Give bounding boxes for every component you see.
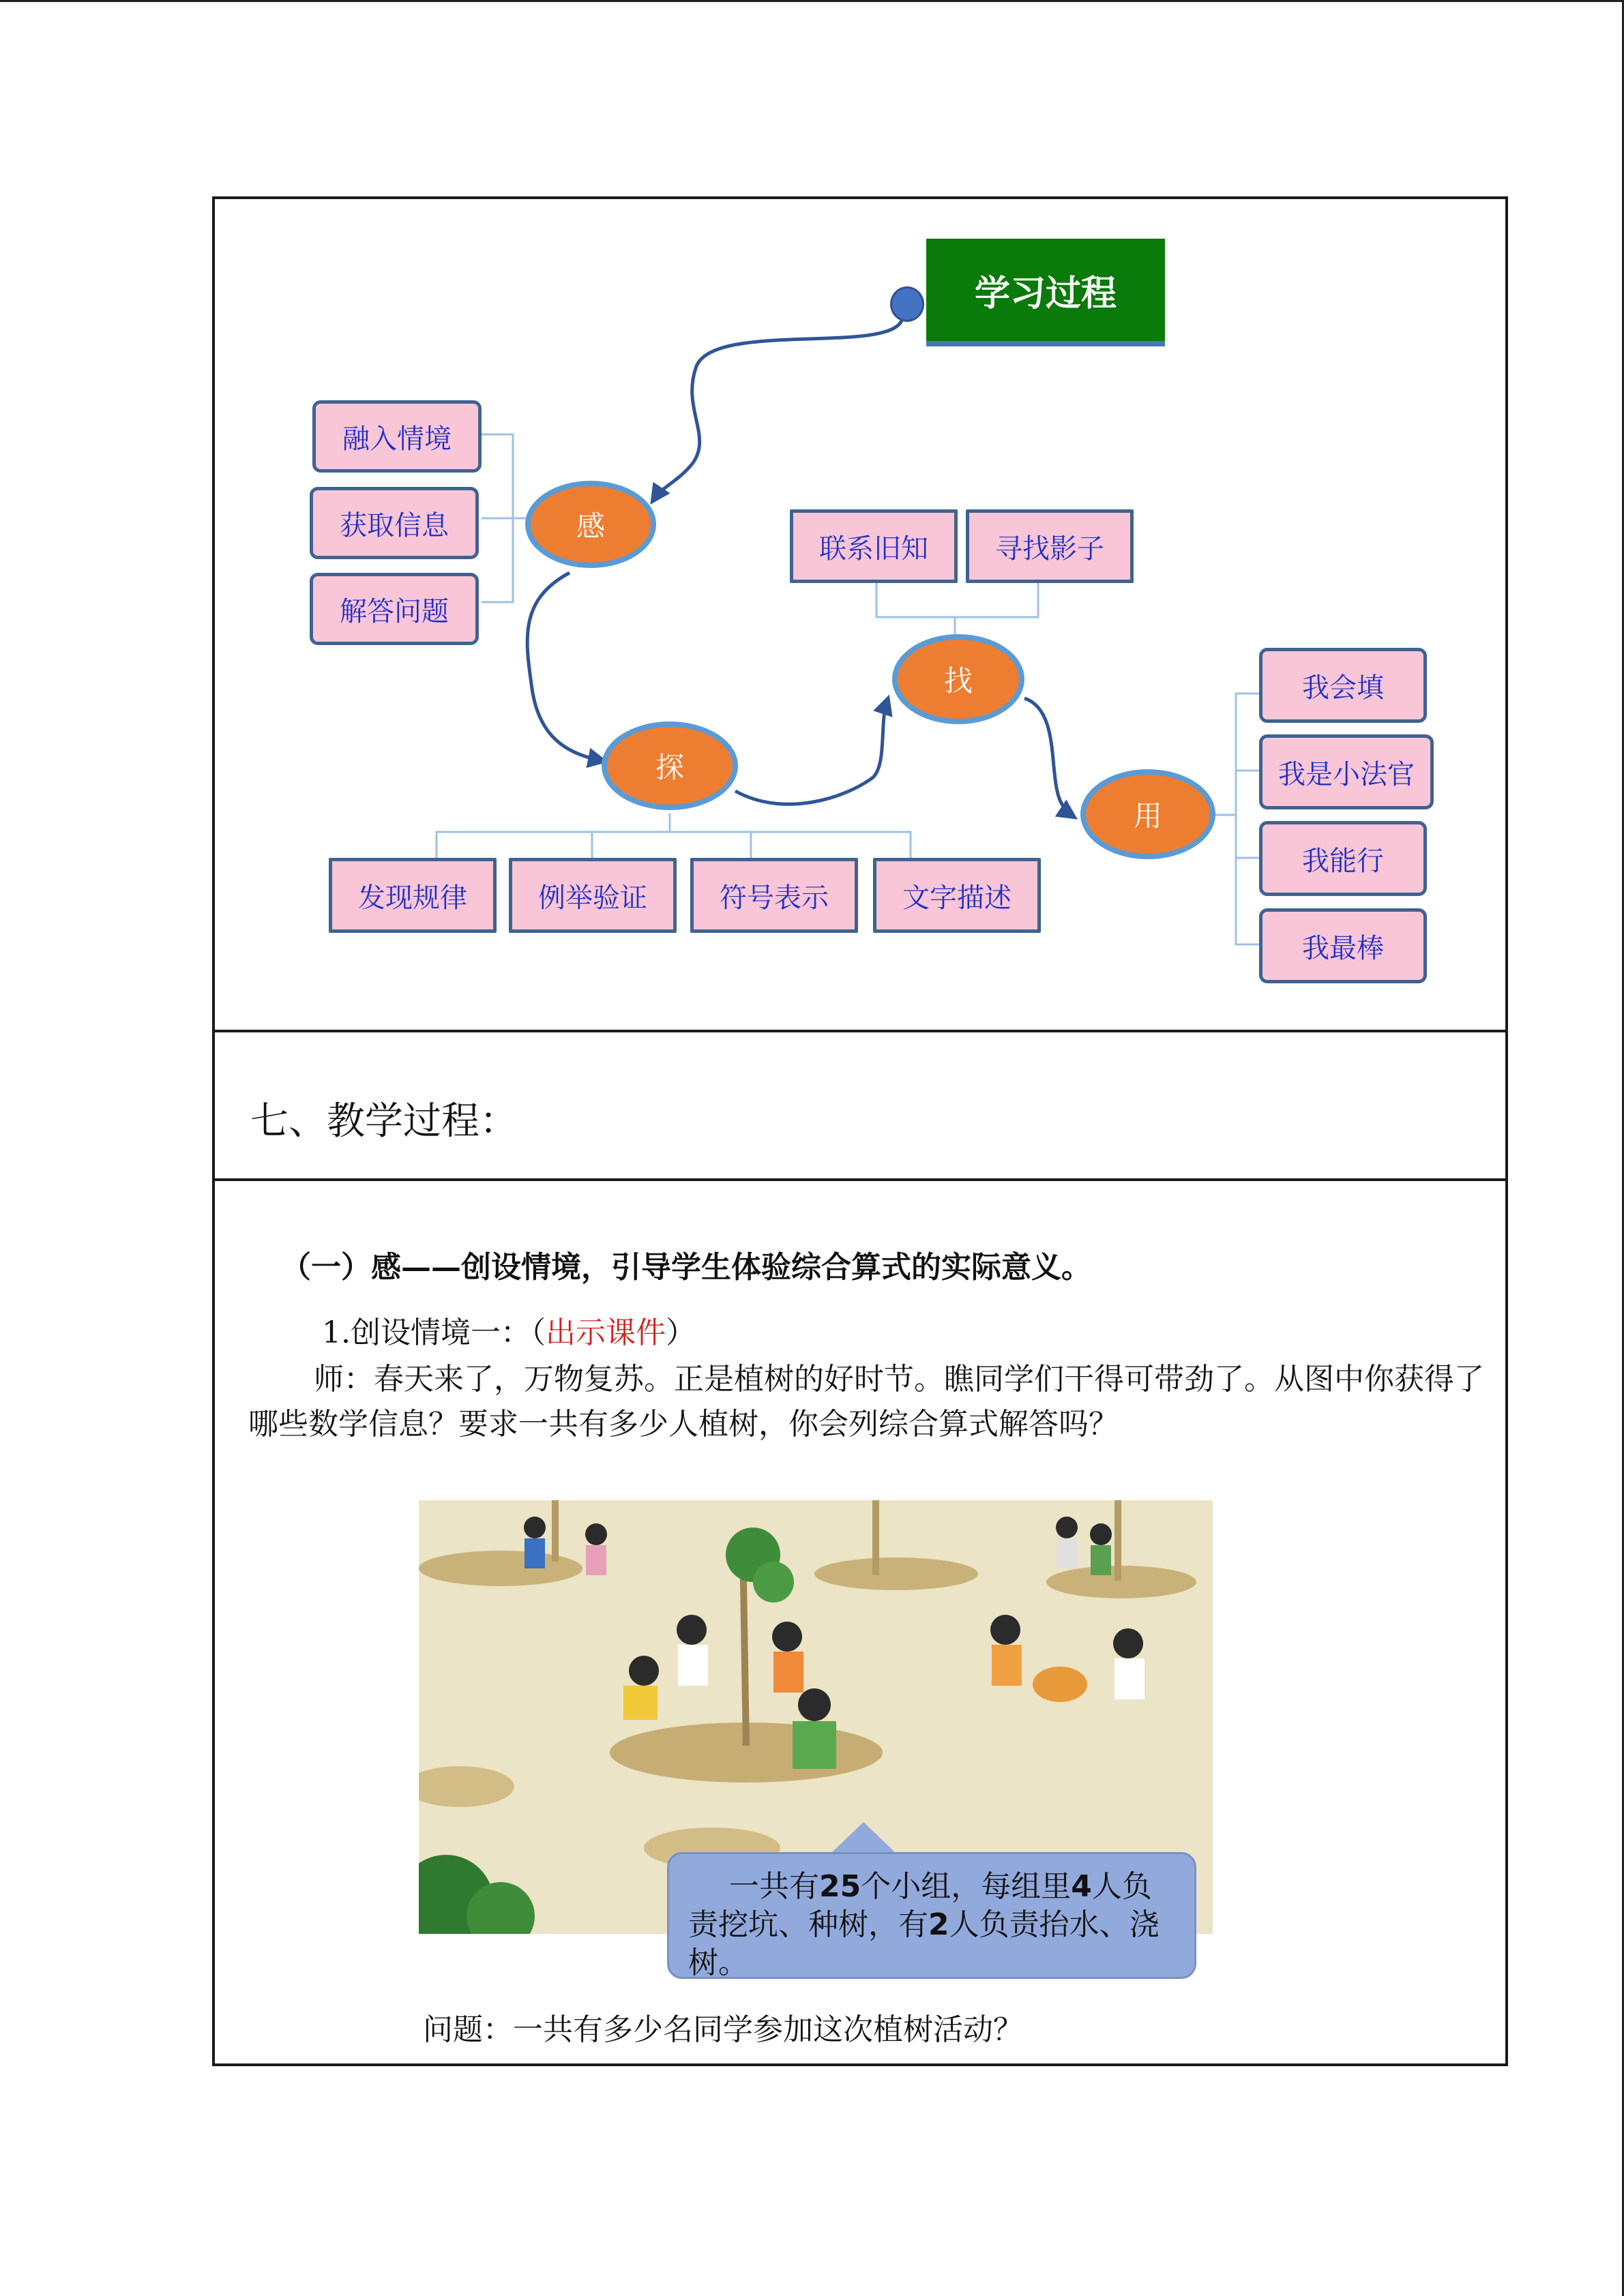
question-text: 问题：一共有多少名同学参加这次植树活动？ (423, 2012, 1023, 2047)
bubble-text-1: 一共有 (729, 1869, 819, 1904)
zhao-item: 寻找影子 (966, 509, 1134, 583)
part1-heading: （一）感——创设情境，引导学生体验综合算式的实际意义。 (281, 1250, 1091, 1285)
yong-item: 我是小法官 (1259, 734, 1434, 809)
zhao-item: 联系旧知 (790, 509, 958, 583)
speech-bubble (667, 1852, 1196, 1979)
diagram-title: 学习过程 (926, 239, 1165, 346)
tan-item: 符号表示 (690, 858, 858, 933)
item1-line (322, 1308, 696, 1352)
teacher-paragraph: 师：春天来了，万物复苏。正是植树的好时节。瞧同学们干得可带劲了。从图中你获得了哪些数学信息？要求一共有多少人植树，你会列综合算式解答吗？ (248, 1362, 1484, 1442)
item1-suffix: ） (665, 1315, 696, 1350)
arrow-start-to-gan (655, 320, 902, 498)
tan-item: 发现规律 (329, 858, 497, 933)
node-gan: 感 (525, 481, 656, 568)
bubble-num-waterers: 2 (928, 1907, 949, 1942)
gan-item: 获取信息 (310, 487, 479, 559)
yong-item: 我会填 (1259, 648, 1427, 723)
node-tan: 探 (602, 721, 738, 810)
gan-item: 融入情境 (312, 400, 482, 473)
connector-tan (437, 814, 911, 858)
section-title: 七、教学过程： (250, 1099, 518, 1144)
table-row-divider (212, 1030, 1508, 1032)
bubble-text-3: 人负责挖坑、种树，有 (688, 1869, 1152, 1942)
bubble-num-planters: 4 (1071, 1869, 1092, 1904)
table-row-divider (212, 1178, 1508, 1181)
start-dot (890, 286, 924, 322)
speech-bubble-tail (831, 1822, 896, 1853)
item1-prefix: 1.创设情境一：（ (322, 1315, 546, 1350)
node-yong: 用 (1080, 769, 1215, 859)
tan-item: 文字描述 (873, 858, 1041, 933)
arrow-zhao-to-yong (1024, 698, 1071, 815)
connector-zhao (876, 583, 1038, 638)
bubble-text-2: 个小组，每组里 (861, 1869, 1072, 1904)
yong-item: 我最棒 (1259, 908, 1427, 983)
arrow-gan-to-tan (527, 573, 600, 760)
bubble-num-groups: 25 (819, 1869, 861, 1904)
bubble-text-4: 人负责抬水、浇树。 (688, 1907, 1160, 1980)
yong-item: 我能行 (1259, 821, 1427, 896)
item1-courseware: 出示课件 (545, 1315, 666, 1350)
tan-item: 例举验证 (509, 858, 677, 933)
node-zhao: 找 (892, 634, 1024, 724)
arrow-tan-to-zhao (735, 702, 887, 804)
gan-item: 解答问题 (310, 573, 479, 645)
connector-yong (1214, 694, 1260, 944)
